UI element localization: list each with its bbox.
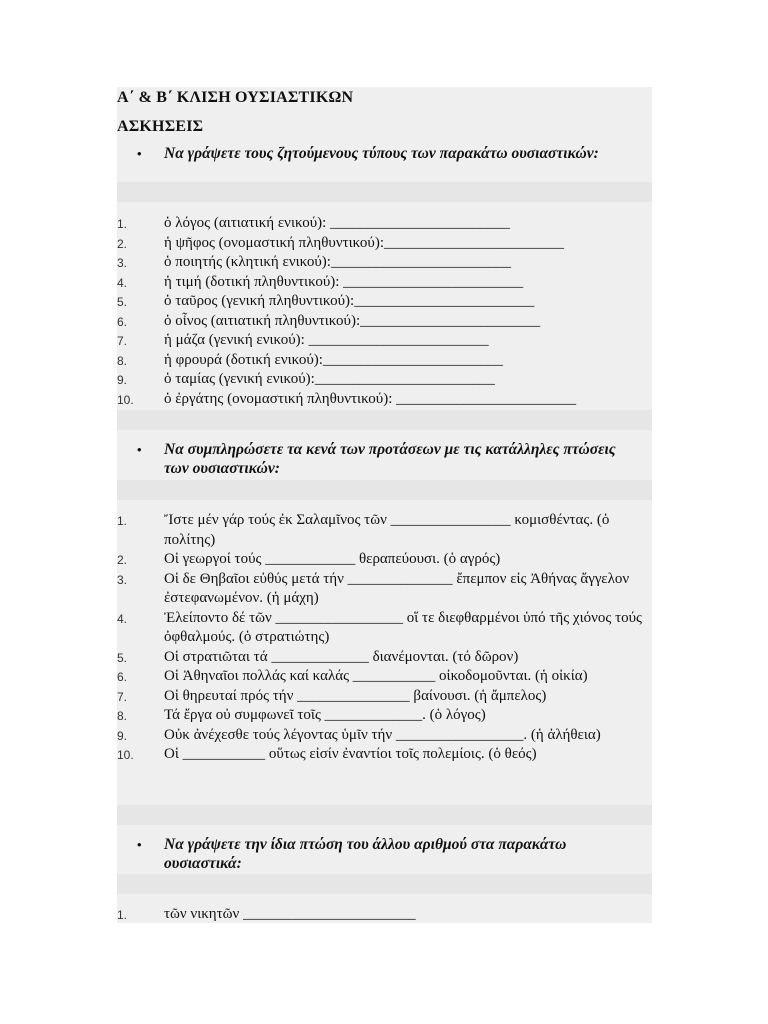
item-text: ἡ τιμή (δοτική πληθυντικού): ________________________ bbox=[164, 273, 524, 290]
list-item bbox=[117, 905, 652, 925]
list-item bbox=[117, 214, 652, 234]
item-number: 6. bbox=[117, 670, 128, 684]
item-text: Ἴστε μέν γάρ τούς ἐκ Σαλαμῖνος τῶν ________________ κομισθέντας. (ὁ πολίτης) bbox=[164, 512, 610, 548]
list-item bbox=[117, 550, 652, 570]
list-item bbox=[117, 609, 652, 648]
section-1-instruction bbox=[137, 144, 637, 163]
list-item bbox=[117, 745, 652, 765]
item-number: 1. bbox=[117, 217, 128, 231]
list-item bbox=[117, 706, 652, 726]
bullet-icon: • bbox=[137, 146, 142, 161]
item-text: ὁ ταμίας (γενική ενικού):________________________ bbox=[164, 371, 495, 387]
item-text: Τά ἔργα οὐ συμφωνεῖ τοῖς _____________. (ὁ λόγος) bbox=[164, 707, 486, 723]
item-text: Οἱ ___________ οὕτως εἰσίν ἐναντίοι τοῖς πολεμίοις. (ὁ θεός) bbox=[164, 746, 537, 762]
list-item bbox=[117, 390, 652, 410]
item-number: 1. bbox=[117, 514, 128, 528]
item-number: 8. bbox=[117, 709, 128, 723]
item-number: 9. bbox=[117, 373, 128, 387]
item-text: ὁ ποιητής (κλητική ενικού):________________________ bbox=[164, 254, 511, 270]
item-text: Οἱ θηρευταί πρός τήν _______________ βαίνουσι. (ἡ ἄμπελος) bbox=[164, 687, 547, 704]
item-text: τῶν νικητῶν _______________________ bbox=[164, 906, 416, 922]
item-number: 6. bbox=[117, 314, 128, 329]
item-number: 10. bbox=[117, 392, 134, 407]
list-item bbox=[117, 312, 652, 332]
list-item bbox=[117, 331, 652, 351]
item-number: 2. bbox=[117, 236, 128, 251]
instruction-text: Να γράψετε την ίδια πτώση του άλλου αριθμού στα παρακάτω ουσιαστικά: bbox=[164, 836, 567, 872]
list-item bbox=[117, 687, 652, 707]
document-subtitle: ΑΣΚΗΣΕΙΣ bbox=[117, 118, 204, 135]
item-number: 5. bbox=[117, 295, 128, 309]
list-item bbox=[117, 648, 652, 668]
item-number: 5. bbox=[117, 650, 128, 665]
item-text: ὁ ἐργάτης (ονομαστική πληθυντικού): ________________________ bbox=[164, 390, 577, 407]
list-item bbox=[117, 273, 652, 293]
item-number: 2. bbox=[117, 553, 128, 567]
list-item bbox=[117, 234, 652, 254]
list-item bbox=[117, 292, 652, 312]
item-text: ἡ μάζα (γενική ενικού): ________________________ bbox=[164, 332, 489, 348]
list-item bbox=[117, 570, 652, 609]
section-3-instruction bbox=[137, 835, 637, 873]
item-text: Οὐκ ἀνέχεσθε τούς λέγοντας ὑμῖν τήν _________________. (ἡ ἀλήθεια) bbox=[164, 726, 601, 743]
item-text: ἡ φρουρά (δοτική ενικού):________________________ bbox=[164, 351, 503, 368]
section-2-instruction bbox=[137, 440, 637, 478]
item-text: ὁ οἶνος (αιτιατική πληθυντικού):________________________ bbox=[164, 312, 541, 329]
list-item bbox=[117, 253, 652, 273]
item-text: Οἱ δε Θηβαῖοι εὐθύς μετά τήν ______________ ἔπεμπον εἰς Ἀθήνας ἄγγελον ἐστεφανωμένον. (ἡ μάχη) bbox=[164, 570, 630, 606]
instruction-text: Να συμπληρώσετε τα κενά των προτάσεων με τις κατάλληλες πτώσεις των ουσιαστικών: bbox=[164, 441, 616, 477]
item-number: 10. bbox=[117, 748, 134, 762]
item-text: Οἱ Ἀθηναῖοι πολλάς καί καλάς ___________ οἰκοδομοῦνται. (ἡ οἰκία) bbox=[164, 668, 588, 684]
blank-line-shading bbox=[117, 410, 652, 430]
blank-line-shading bbox=[117, 182, 652, 202]
list-item bbox=[117, 370, 652, 390]
bullet-icon: • bbox=[137, 442, 142, 457]
item-text: ὁ ταῦρος (γενική πληθυντικού):________________________ bbox=[164, 293, 535, 309]
blank-line-shading bbox=[117, 480, 652, 500]
list-item bbox=[117, 351, 652, 371]
worksheet-document bbox=[117, 87, 652, 923]
document-title: Α΄ & Β΄ ΚΛΙΣΗ ΟΥΣΙΑΣΤΙΚΩΝ bbox=[117, 89, 354, 106]
section-1-list bbox=[117, 214, 652, 409]
section-2-list bbox=[117, 511, 652, 765]
list-item bbox=[117, 511, 652, 550]
item-number: 4. bbox=[117, 275, 128, 290]
bullet-icon: • bbox=[137, 837, 142, 852]
instruction-text: Να γράψετε τους ζητούμενους τύπους των παρακάτω ουσιαστικών: bbox=[164, 145, 599, 162]
item-number: 3. bbox=[117, 256, 128, 270]
item-text: Οἱ στρατιῶται τά _____________ διανέμονται. (τό δῶρον) bbox=[164, 648, 519, 665]
item-text: Οἱ γεωργοί τούς ____________ θεραπεύουσι. (ὁ αγρός) bbox=[164, 551, 501, 567]
item-number: 3. bbox=[117, 572, 128, 587]
item-number: 4. bbox=[117, 611, 128, 626]
list-item bbox=[117, 726, 652, 746]
item-number: 7. bbox=[117, 689, 128, 704]
blank-line-shading bbox=[117, 874, 652, 894]
list-item bbox=[117, 667, 652, 687]
item-text: ὁ λόγος (αιτιατική ενικού): ________________________ bbox=[164, 215, 511, 231]
blank-line-shading bbox=[117, 805, 652, 825]
item-number: 9. bbox=[117, 728, 128, 743]
item-text: ἡ ψῆφος (ονομαστική πληθυντικού):________________________ bbox=[164, 234, 564, 251]
item-number: 7. bbox=[117, 334, 128, 348]
item-number: 8. bbox=[117, 353, 128, 368]
section-3-list bbox=[117, 905, 652, 925]
item-number: 1. bbox=[117, 908, 128, 922]
item-text: Ἐλείποντο δέ τῶν _________________ οἵ τε διεφθαρμένοι ὑπό τῆς χιόνος τούς ὀφθαλμούς. (ὁ στρατιώτης) bbox=[164, 609, 642, 645]
